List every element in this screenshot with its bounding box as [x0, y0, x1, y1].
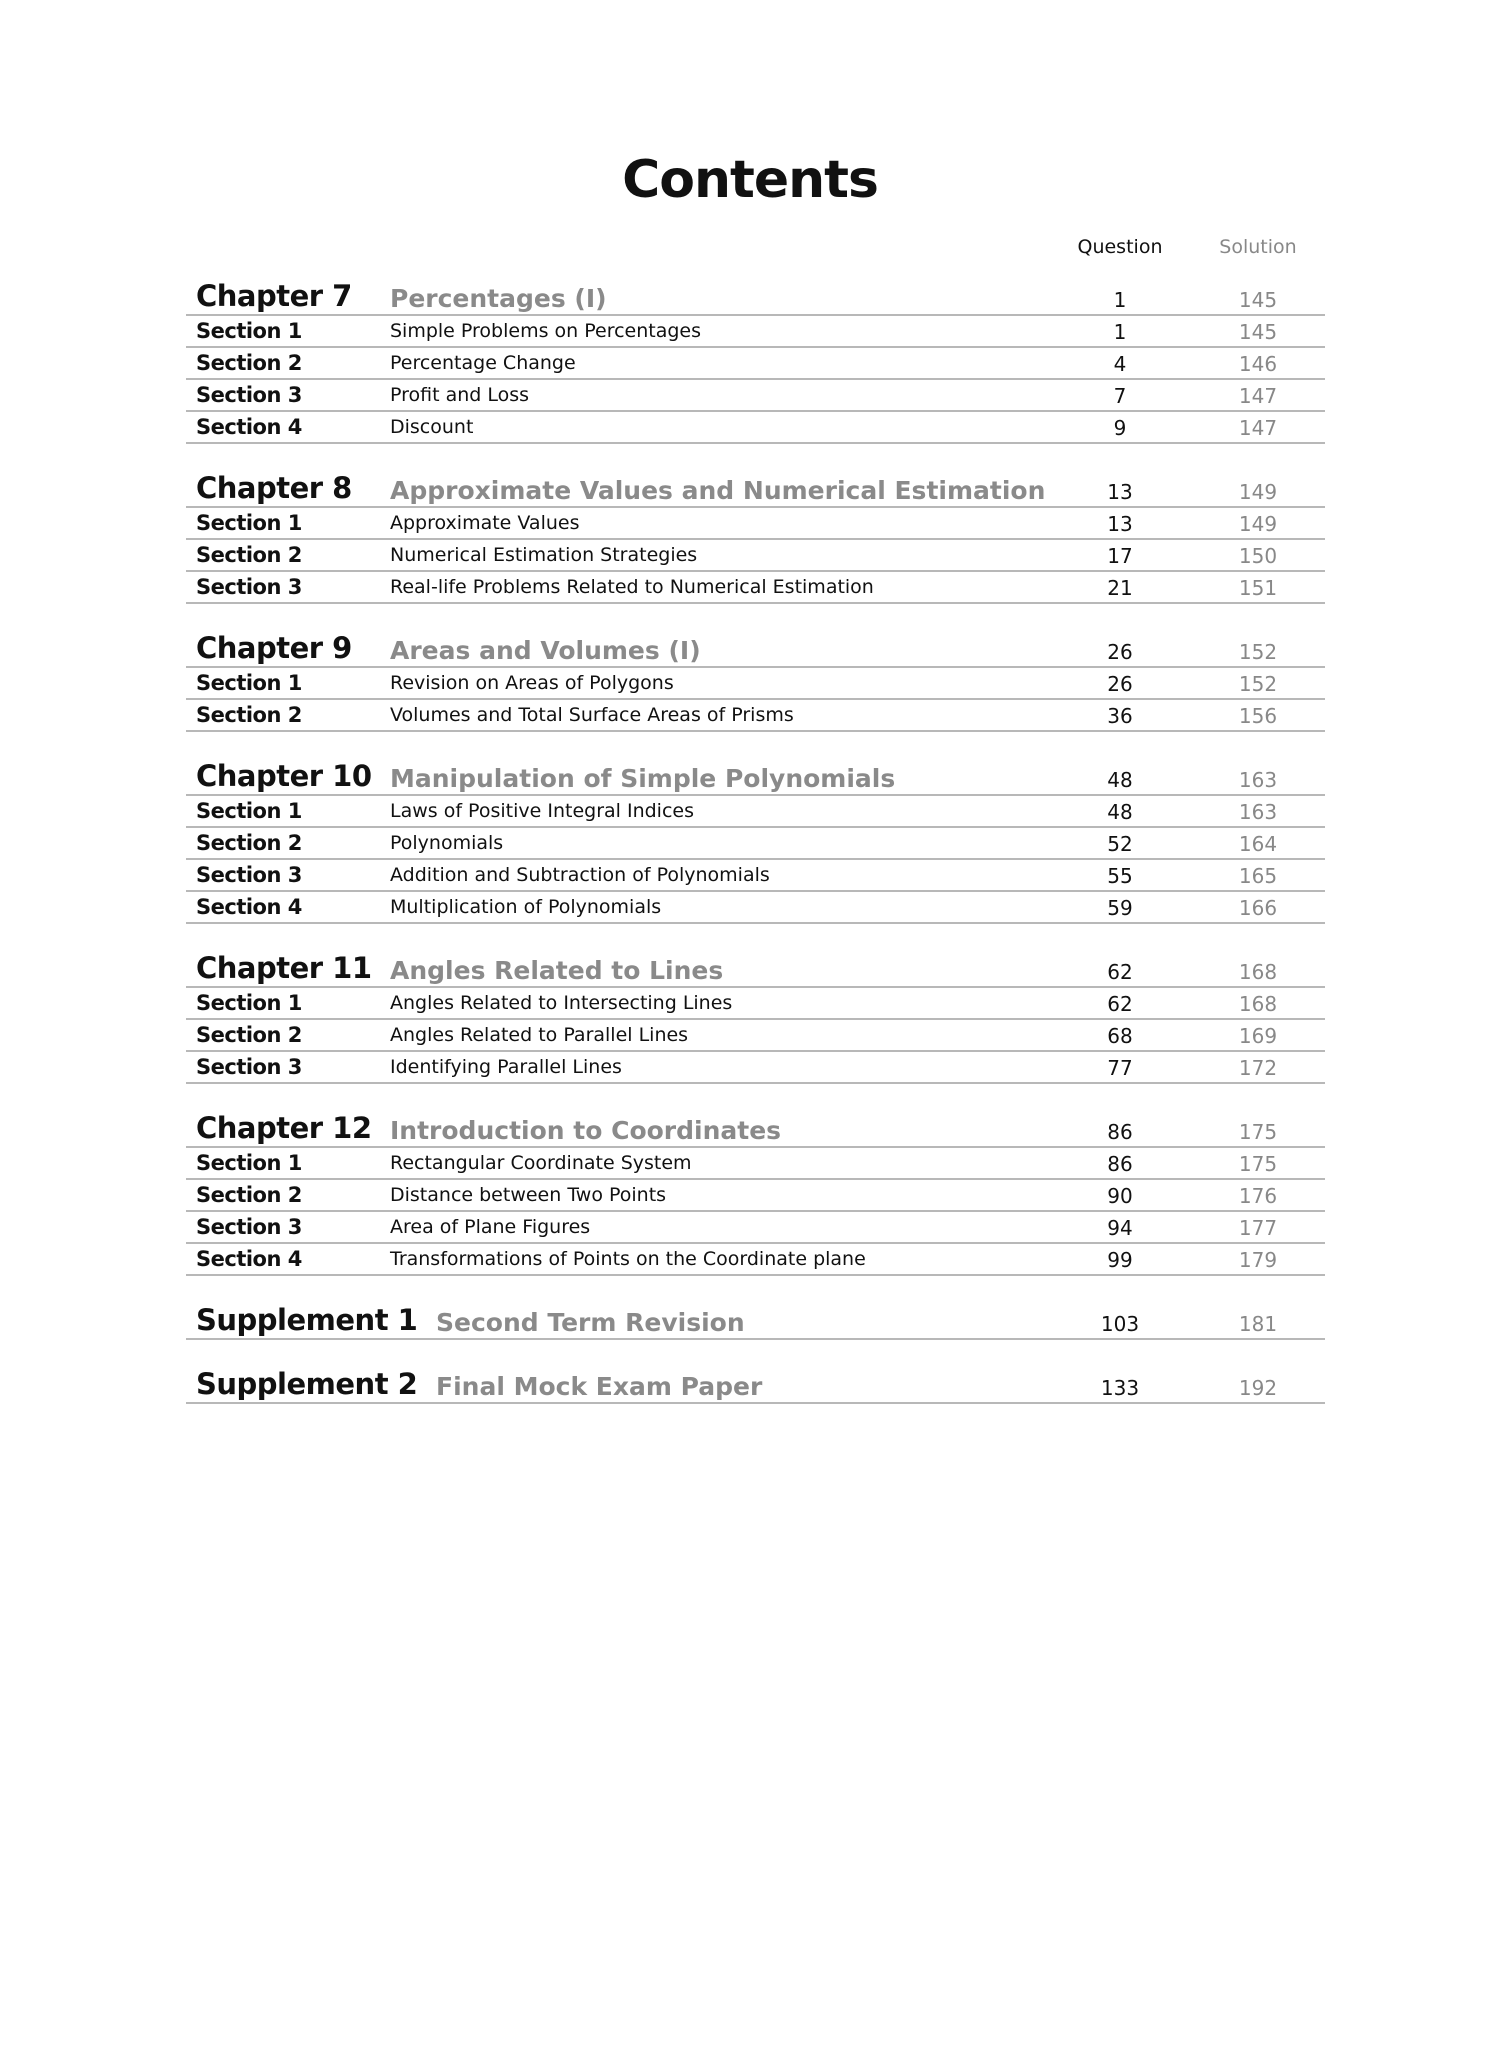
- solution-page: 168: [1238, 992, 1278, 1016]
- question-page: 55: [1107, 864, 1133, 888]
- solution-page: 149: [1238, 512, 1278, 536]
- chapter-group: [186, 631, 1325, 732]
- solution-page: 152: [1238, 640, 1278, 664]
- page-title: Contents: [622, 150, 878, 210]
- entry-label: Section 4: [196, 895, 302, 919]
- entry-title: Identifying Parallel Lines: [390, 1056, 622, 1078]
- section-row[interactable]: [186, 700, 1325, 732]
- entry-label: Chapter 11: [196, 951, 372, 985]
- solution-page: 150: [1238, 544, 1278, 568]
- solution-page: 179: [1238, 1248, 1278, 1272]
- question-page: 21: [1107, 576, 1133, 600]
- section-row[interactable]: [186, 668, 1325, 700]
- entry-label: Chapter 8: [196, 471, 352, 505]
- question-page: 26: [1107, 672, 1133, 696]
- entry-label: Chapter 12: [196, 1111, 372, 1145]
- solution-page: 163: [1238, 800, 1278, 824]
- entry-label: Chapter 7: [196, 279, 352, 313]
- question-page: 133: [1100, 1376, 1140, 1400]
- section-row[interactable]: [186, 1180, 1325, 1212]
- question-page: 1: [1113, 320, 1127, 344]
- solution-page: 176: [1238, 1184, 1278, 1208]
- section-row[interactable]: [186, 508, 1325, 540]
- entry-label: Section 4: [196, 415, 302, 439]
- solution-page: 169: [1238, 1024, 1278, 1048]
- solution-page: 147: [1238, 384, 1278, 408]
- question-page: 48: [1107, 800, 1133, 824]
- question-page: 52: [1107, 832, 1133, 856]
- table-of-contents: [186, 279, 1325, 1436]
- entry-title: Percentages (I): [390, 284, 607, 313]
- question-page: 1: [1113, 288, 1127, 312]
- question-page: 77: [1107, 1056, 1133, 1080]
- question-page: 48: [1107, 768, 1133, 792]
- supplement-row[interactable]: [186, 1367, 1325, 1404]
- entry-title: Area of Plane Figures: [390, 1216, 591, 1238]
- entry-title: Angles Related to Intersecting Lines: [390, 992, 733, 1014]
- entry-label: Section 3: [196, 383, 302, 407]
- entry-label: Section 2: [196, 1023, 302, 1047]
- question-page: 68: [1107, 1024, 1133, 1048]
- chapter-group: [186, 471, 1325, 604]
- entry-title: Addition and Subtraction of Polynomials: [390, 864, 770, 886]
- entry-title: Final Mock Exam Paper: [436, 1372, 763, 1401]
- section-row[interactable]: [186, 348, 1325, 380]
- section-row[interactable]: [186, 892, 1325, 924]
- entry-title: Percentage Change: [390, 352, 576, 374]
- supplement-row[interactable]: [186, 1303, 1325, 1340]
- entry-title: Laws of Positive Integral Indices: [390, 800, 694, 822]
- question-page: 7: [1113, 384, 1127, 408]
- entry-label: Section 1: [196, 319, 302, 343]
- entry-label: Section 3: [196, 1055, 302, 1079]
- entry-label: Section 2: [196, 1183, 302, 1207]
- entry-title: Transformations of Points on the Coordinate plane: [390, 1248, 866, 1270]
- entry-title: Real-life Problems Related to Numerical Estimation: [390, 576, 874, 598]
- entry-title: Second Term Revision: [436, 1308, 745, 1337]
- entry-title: Discount: [390, 416, 474, 438]
- chapter-group: [186, 1111, 1325, 1276]
- entry-label: Section 1: [196, 799, 302, 823]
- entry-title: Approximate Values and Numerical Estimation: [390, 476, 1046, 505]
- entry-label: Section 3: [196, 863, 302, 887]
- question-page: 13: [1107, 480, 1133, 504]
- chapter-row[interactable]: [186, 279, 1325, 316]
- question-page: 99: [1107, 1248, 1133, 1272]
- entry-title: Profit and Loss: [390, 384, 530, 406]
- supplement-group: [186, 1303, 1325, 1340]
- question-page: 17: [1107, 544, 1133, 568]
- entry-title: Angles Related to Parallel Lines: [390, 1024, 689, 1046]
- question-page: 86: [1107, 1152, 1133, 1176]
- solution-page: 177: [1238, 1216, 1278, 1240]
- solution-page: 175: [1238, 1152, 1278, 1176]
- solution-page: 145: [1238, 288, 1278, 312]
- section-row[interactable]: [186, 1148, 1325, 1180]
- solution-page: 164: [1238, 832, 1278, 856]
- solution-page: 181: [1238, 1312, 1278, 1336]
- question-page: 36: [1107, 704, 1133, 728]
- solution-page: 172: [1238, 1056, 1278, 1080]
- section-row[interactable]: [186, 540, 1325, 572]
- entry-title: Multiplication of Polynomials: [390, 896, 662, 918]
- section-row[interactable]: [186, 1020, 1325, 1052]
- question-column-header: Question: [1077, 236, 1163, 258]
- question-page: 62: [1107, 992, 1133, 1016]
- entry-title: Distance between Two Points: [390, 1184, 667, 1206]
- chapter-group: [186, 279, 1325, 444]
- entry-title: Volumes and Total Surface Areas of Prisms: [390, 704, 794, 726]
- section-row[interactable]: [186, 1052, 1325, 1084]
- solution-page: 168: [1238, 960, 1278, 984]
- entry-label: Section 1: [196, 1151, 302, 1175]
- entry-label: Section 2: [196, 351, 302, 375]
- solution-page: 151: [1238, 576, 1278, 600]
- solution-page: 192: [1238, 1376, 1278, 1400]
- question-page: 13: [1107, 512, 1133, 536]
- entry-label: Section 4: [196, 1247, 302, 1271]
- solution-page: 175: [1238, 1120, 1278, 1144]
- section-row[interactable]: [186, 412, 1325, 444]
- entry-label: Supplement 2: [196, 1367, 418, 1401]
- section-row[interactable]: [186, 572, 1325, 604]
- entry-title: Polynomials: [390, 832, 504, 854]
- entry-label: Section 2: [196, 703, 302, 727]
- entry-title: Numerical Estimation Strategies: [390, 544, 698, 566]
- entry-label: Section 3: [196, 1215, 302, 1239]
- chapter-row[interactable]: [186, 471, 1325, 508]
- question-page: 90: [1107, 1184, 1133, 1208]
- supplement-group: [186, 1367, 1325, 1404]
- entry-label: Supplement 1: [196, 1303, 418, 1337]
- section-row[interactable]: [186, 316, 1325, 348]
- question-page: 4: [1113, 352, 1127, 376]
- section-row[interactable]: [186, 828, 1325, 860]
- solution-page: 147: [1238, 416, 1278, 440]
- solution-page: 163: [1238, 768, 1278, 792]
- entry-label: Section 2: [196, 831, 302, 855]
- entry-title: Introduction to Coordinates: [390, 1116, 782, 1145]
- solution-column-header: Solution: [1219, 236, 1297, 258]
- solution-page: 165: [1238, 864, 1278, 888]
- entry-label: Section 3: [196, 575, 302, 599]
- question-page: 26: [1107, 640, 1133, 664]
- section-row[interactable]: [186, 796, 1325, 828]
- solution-page: 156: [1238, 704, 1278, 728]
- section-row[interactable]: [186, 860, 1325, 892]
- solution-page: 146: [1238, 352, 1278, 376]
- question-page: 103: [1100, 1312, 1140, 1336]
- question-page: 62: [1107, 960, 1133, 984]
- entry-label: Section 1: [196, 671, 302, 695]
- entry-title: Approximate Values: [390, 512, 580, 534]
- entry-title: Angles Related to Lines: [390, 956, 724, 985]
- entry-label: Chapter 10: [196, 759, 372, 793]
- question-page: 94: [1107, 1216, 1133, 1240]
- solution-page: 149: [1238, 480, 1278, 504]
- solution-page: 152: [1238, 672, 1278, 696]
- entry-label: Section 1: [196, 991, 302, 1015]
- question-page: 9: [1113, 416, 1127, 440]
- entry-title: Manipulation of Simple Polynomials: [390, 764, 896, 793]
- chapter-row[interactable]: [186, 951, 1325, 988]
- entry-title: Rectangular Coordinate System: [390, 1152, 692, 1174]
- solution-page: 166: [1238, 896, 1278, 920]
- entry-title: Revision on Areas of Polygons: [390, 672, 674, 694]
- entry-label: Chapter 9: [196, 631, 352, 665]
- chapter-row[interactable]: [186, 631, 1325, 668]
- chapter-row[interactable]: [186, 759, 1325, 796]
- section-row[interactable]: [186, 1244, 1325, 1276]
- chapter-row[interactable]: [186, 1111, 1325, 1148]
- section-row[interactable]: [186, 380, 1325, 412]
- entry-title: Simple Problems on Percentages: [390, 320, 702, 342]
- entry-label: Section 1: [196, 511, 302, 535]
- entry-label: Section 2: [196, 543, 302, 567]
- solution-page: 145: [1238, 320, 1278, 344]
- entry-title: Areas and Volumes (I): [390, 636, 701, 665]
- question-page: 86: [1107, 1120, 1133, 1144]
- chapter-group: [186, 951, 1325, 1084]
- question-page: 59: [1107, 896, 1133, 920]
- section-row[interactable]: [186, 988, 1325, 1020]
- section-row[interactable]: [186, 1212, 1325, 1244]
- chapter-group: [186, 759, 1325, 924]
